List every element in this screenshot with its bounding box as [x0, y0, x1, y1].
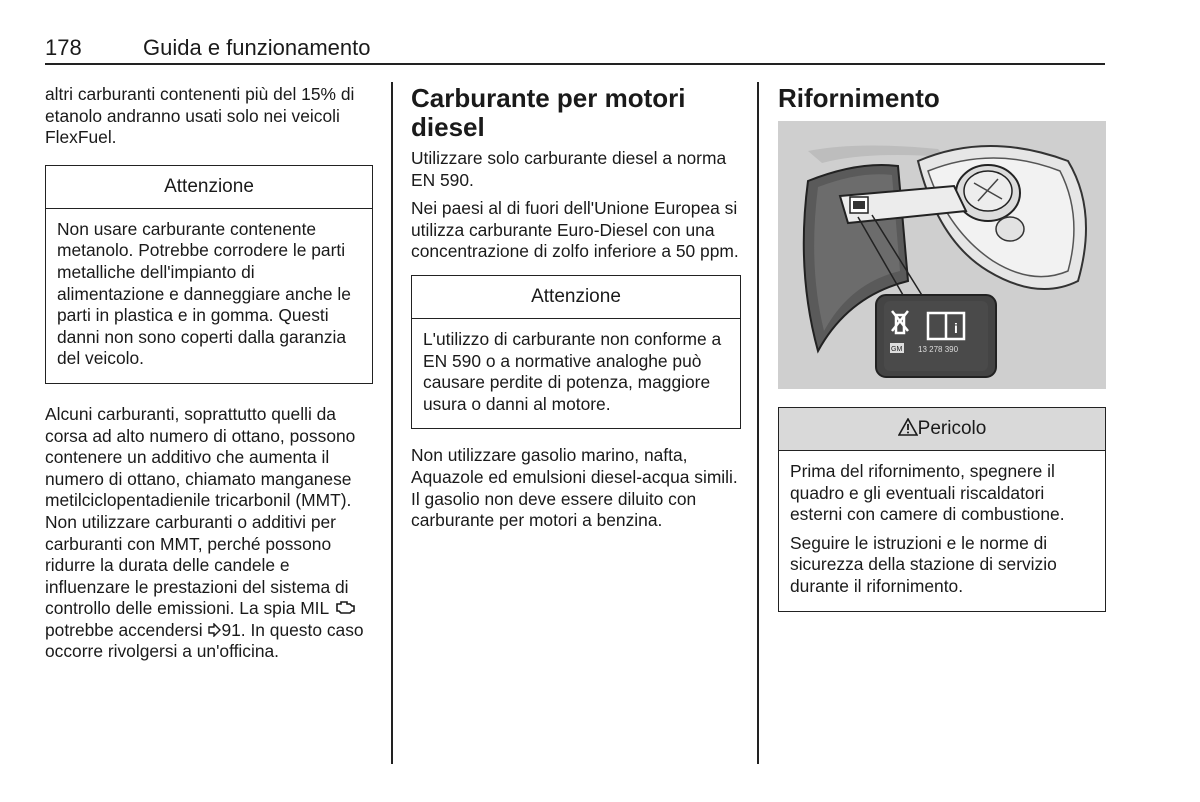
diesel-paragraph-3: Non utilizzare gasolio marino, nafta, Aquazole ed emulsioni diesel-acqua simili. Il gasolio non deve essere diluito con carburante per motori a benzina.	[411, 445, 738, 531]
mil-ref-suffix: . In questo caso occorre rivolgersi a un'officina.	[45, 619, 364, 662]
warning-box	[45, 165, 373, 384]
label-code: 13 278 390	[918, 345, 959, 354]
diesel-paragraph-2: Nei paesi al di fuori dell'Unione Europea si utilizza carburante Euro-Diesel con una concentrazione di zolfo inferiore a 50 ppm.	[411, 198, 739, 262]
danger-title: Pericolo	[917, 418, 987, 439]
column-2	[411, 84, 741, 539]
warning-triangle-icon	[898, 418, 918, 436]
label-brand: GM	[891, 346, 903, 353]
fuel-filler-illustration	[778, 121, 1106, 389]
danger-box	[778, 407, 1106, 612]
mmt-text: Alcuni carburanti, soprattutto quelli da corsa ad alto numero di ottano, possono contenere un additivo che aumenta il numero di ottano, chiamato manganese metilciclopentadienile tricarbonil (MMT). Non utilizzare carburanti o additivi per carburanti con MMT, perché possono ridurre la durata delle candele e influenzare le prestazioni del sistema di controllo delle emissioni. La spia MIL	[45, 403, 356, 619]
warning-text: Non usare carburante contenente metanolo. Potrebbe corrodere le parti metalliche dell'impianto di alimentazione e danneggiare anche le parti in plastica e in gomma. Questi danni non sono coperti dalla garanzia del veicolo.	[57, 218, 351, 369]
svg-text:i: i	[954, 320, 958, 336]
column-divider	[391, 82, 393, 764]
warning-title: Attenzione	[46, 166, 372, 209]
diesel-paragraph-1: Utilizzare solo carburante diesel a norma EN 590.	[411, 148, 727, 190]
mil-ref-prefix: potrebbe accendersi	[45, 619, 203, 640]
engine-warning-icon	[333, 600, 357, 616]
page-number: 178	[45, 35, 82, 60]
diesel-heading: Carburante per motori diesel	[411, 83, 686, 142]
fuel-filler-drawing	[778, 121, 1106, 389]
page-header	[45, 34, 371, 62]
refuelling-heading: Rifornimento	[778, 83, 940, 113]
section-title: Guida e funzionamento	[143, 35, 371, 60]
danger-text-2: Seguire le istruzioni e le norme di sicurezza della stazione di servizio durante il rifornimento.	[790, 532, 1057, 596]
warning-box	[411, 275, 741, 429]
header-rule	[45, 63, 1105, 65]
mmt-paragraph	[45, 404, 373, 663]
warning-title: Attenzione	[412, 276, 740, 319]
danger-text-1: Prima del rifornimento, spegnere il quadro e gli eventuali riscaldatori esterni con camere di combustione.	[790, 461, 1065, 525]
page-reference[interactable]: 91	[221, 619, 241, 640]
intro-paragraph: altri carburanti contenenti più del 15% di etanolo andranno usati solo nei veicoli FlexFuel.	[45, 84, 355, 148]
column-divider	[757, 82, 759, 764]
danger-header	[779, 408, 1105, 451]
column-1	[45, 84, 373, 670]
column-3	[778, 84, 1106, 628]
warning-text: L'utilizzo di carburante non conforme a EN 590 o a normative analoghe può causare perdite di potenza, maggiore usura o danni al motore.	[423, 328, 722, 414]
page-reference-arrow-icon	[207, 623, 221, 637]
